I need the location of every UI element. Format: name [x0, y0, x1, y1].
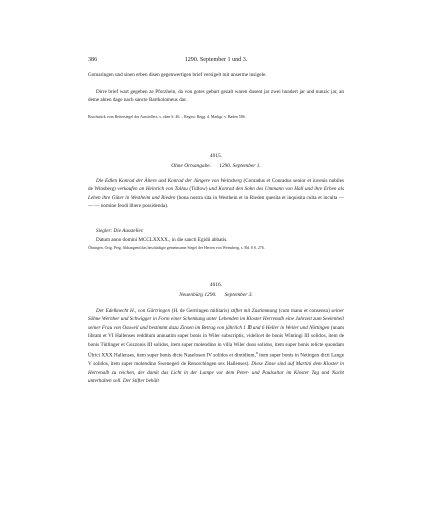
- doc-4015-place: Ohne Ortsangabe.: [171, 163, 212, 169]
- doc-4015-date: 1290. September 1.: [219, 163, 261, 169]
- continuation-source-note: Bruchstück vom Reitersiegel des Ausstellers, s. oben S. 46. – Regest: Regg. d. Markgr. v. Baden 586.: [88, 115, 246, 119]
- doc-4015-source-note: Öhringen. Orig. Perg. Abhangend das beschädigte gemeinsame Siegel der Herren von Weinsberg, s. Bd. 8 S. 276.: [88, 246, 265, 250]
- doc-4016-regest: Der Edelknecht H., von Gärtringen (H. de Gertringen militaris) stiftet mit Zustimmung (cum manu et consensu) seiner Söhne Wernher und Schwigger in Form einer Schenkung unter Lebenden im Kloster Herrenalb eine Jahrzeit zum Seelenheil seiner Frau von Ossweil und bestimmt dazu Zinsen im Betrag von jährlich 1 ℔ und 6 Heller in Weiler und Nöttingen (unam libram et VI Hallenses redditum annuatim super bonis in Wiler subscriptis, videlicet de bonis Wintingi III solidos, item de bonis Tütlinger et Gozzonis III solidos, item super molendino in villa Wiler duos solidos, item super bonis relicte quondam Ülrici XXX Hallenses, item super bonis dicte Naselosen IV solidos et dimidium,$^a$ item super bonis in Netingen dicti Lange V solidos, item super molendino Swenegeri de Renorchingen sex Hallenses). Diese Zinse sind auf Martini dem Kloster in Herrenalb zu reichen, der damit das Licht in der Lampe vor dem Peter- und Paulsaltar im Kloster Tag und Nacht unterhalten soll. Der Stifter behält: [88, 308, 345, 384]
- doc-4015-number: 4015.: [209, 153, 223, 159]
- page-header: [88, 57, 344, 67]
- doc-4015-place-date: [88, 163, 344, 169]
- doc-4015-regest: Die Edlen Konrad der Ältere und Konrad der Jüngere von Weinsberg (Conradus et Conradus senior et iuvenis nobiles de Winsberg) verkaufen an Heinrich von Tullau (Tullow) und Konrad den Sohn des Ummann von Hall und ihre Erben als Lehen ihre Güter in Westheim und Rieden (bona nostra sita in Westhein et in Rieden quesita et inquisita culta et inculta — — — nomine feodi libere possidenda).: [88, 178, 345, 210]
- doc-4016-place-date: [88, 292, 344, 298]
- doc-4016-number: 4016.: [209, 282, 223, 288]
- doc-4015-seal-note: Siegler: Die Aussteller.: [96, 228, 144, 234]
- continuation-text: Gomaringen und sinen erben disen gegenwertigen brief versigelt mit unserme insigele.: [88, 72, 267, 78]
- page-number: 386: [88, 57, 98, 63]
- doc-4015-datum: Datum anno domini MCCLXXXX., in die sancti Egidii abbatis.: [96, 237, 228, 243]
- doc-4016-date: September 3.: [224, 292, 253, 298]
- running-title: 1290. September 1 und 3.: [184, 57, 248, 63]
- doc-4016-place: Neuenbürg 1290.: [179, 292, 217, 298]
- continuation-dating: Dirre brief wart gegeben ze Pforzhein, da von gotes geburt gezalt waren dusent jar zwei hundert jar und nunzic jar, an deme ahten dage nach sancte Bartholomeus dac.: [88, 89, 344, 104]
